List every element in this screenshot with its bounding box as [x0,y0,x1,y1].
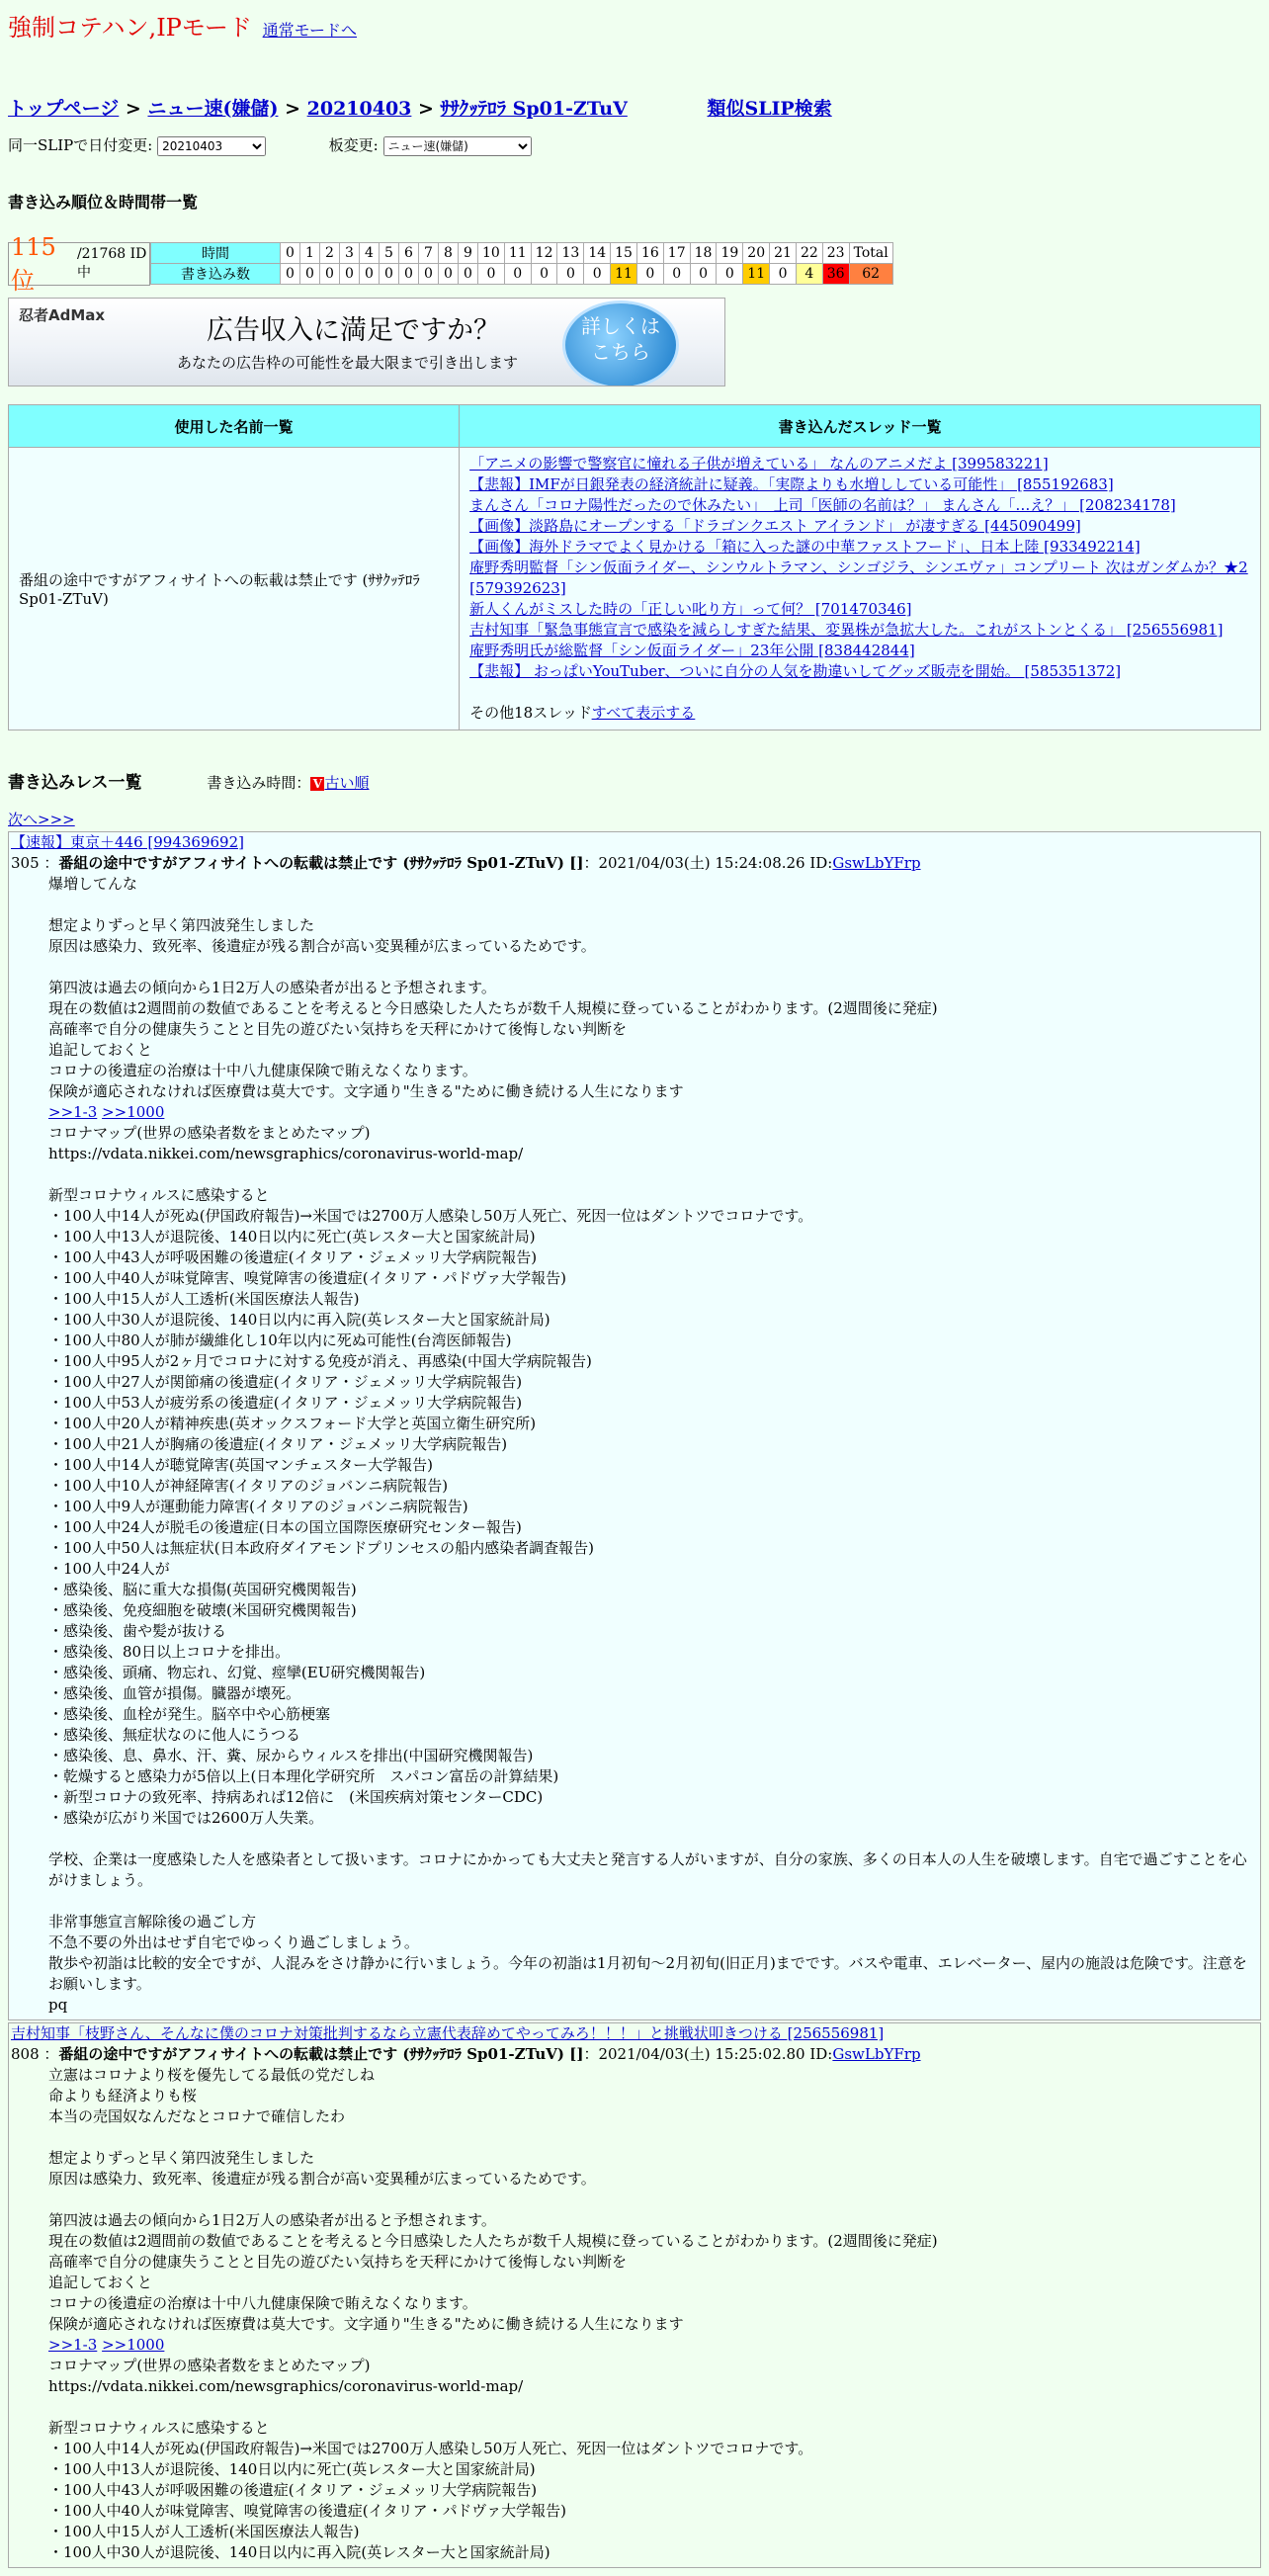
post-thread-link[interactable]: 吉村知事「枝野さん、そんなに僕のコロナ対策批判するなら立憲代表辞めてやってみろ！！！」と挑戦状叩きつける [256556981] [11,2024,885,2042]
list-item [469,641,1250,661]
count-cell: 4 [796,264,822,285]
count-cell: 0 [663,264,690,285]
thread-link[interactable]: 【悲報】 おっぱいYouTuber、ついに自分の人気を勘違いしてグッズ販売を開始。 [585351372] [469,662,1122,680]
hour-cell: 4 [360,243,380,264]
rank-value: 115 位 [11,232,56,295]
anchor-link[interactable]: >>1000 [102,1103,165,1121]
post-number: 305 [11,854,40,872]
post [8,831,1261,2020]
breadcrumb-date[interactable]: 20210403 [306,98,412,120]
page-title: 強制コテハン,IPモード [8,14,252,42]
count-cell: 0 [281,264,300,285]
count-cell: 0 [770,264,797,285]
sort-arrow-icon: V [310,777,324,791]
hour-cell: 5 [380,243,399,264]
list-item [469,620,1250,641]
breadcrumb-separator: > [418,98,434,120]
hour-row-label: 時間 [151,243,281,264]
post-header: 305 ：番組の途中ですがアフィサイトへの転載は禁止です (ｻｻｸｯﾃﾛﾗ Sp01-ZTuV) []：2021/04/03(土) 15:24:08.26 ID:GswLbYFrp [11,854,921,872]
count-cell: 0 [399,264,419,285]
post-header: 808 ：番組の途中ですがアフィサイトへの転載は禁止です (ｻｻｸｯﾃﾛﾗ Sp01-ZTuV) []：2021/04/03(土) 15:25:02.80 ID:GswLbYFrp [11,2045,921,2063]
breadcrumb-board[interactable]: ニュー速(嫌儲) [147,98,279,120]
hour-cell: 18 [690,243,717,264]
names-column-header: 使用した名前一覧 [9,405,460,448]
normal-mode-link[interactable]: 通常モードへ [262,21,358,40]
hour-cell: 13 [557,243,584,264]
hour-cell: 17 [663,243,690,264]
post-text: コロナマップ(世界の感染者数をまとめたマップ) https://vdata.nikkei.com/newsgraphics/coronavirus-world-map/ 新型コロナウィルスに感染すると ・100人中14人が死ぬ(伊国政府報告)→米国では2700万人感染し50万人死亡、死因一位はダントツでコロナです。 ・100人中13人が退院後、140日以内に死亡(英レスター大と国家統計局) ・100人中43人が呼吸困難の後遺症(イタリア・ジェメッリ大学病院報告) ・100人中40人が味覚障害、嗅覚障害の後遺症(イタリア・パドヴァ大学報告) ・100人中15人が人工透析(米国医療法人報告) ・100人中30人が退院後、140日以内に再入院(英レスター大と国家統計局) [48,2357,813,2561]
count-cell: 0 [360,264,380,285]
ad-banner[interactable] [8,298,725,386]
count-cell: 11 [743,264,770,285]
ad-title: 広告収入に満足ですか？ [207,315,500,346]
names-threads-table [8,404,1261,730]
list-item [469,454,1250,474]
list-item [469,599,1250,620]
anchor-link[interactable]: >>1-3 [48,1103,98,1121]
post-thread-link[interactable]: 【速報】東京＋446 [994369692] [11,833,244,851]
hourly-post-table [150,242,893,285]
count-cell: 0 [380,264,399,285]
threads-column-header: 書き込んだスレッド一覧 [460,405,1261,448]
hour-cell: 23 [822,243,849,264]
ad-logo: 忍者AdMax [19,306,106,324]
hour-cell: 16 [636,243,663,264]
ad-details-button[interactable] [562,301,679,386]
list-item [469,516,1250,537]
count-cell: 0 [459,264,478,285]
hour-cell: 19 [717,243,743,264]
hour-total-header: Total [849,243,892,264]
list-item [469,474,1250,495]
ad-details-label: 詳しくはこちら [581,314,660,364]
other-threads-count: その他18スレッド [469,704,592,722]
count-cell: 0 [717,264,743,285]
list-item [469,495,1250,516]
count-cell: 11 [611,264,637,285]
post-text: 爆増してんな 想定よりずっと早く第四波発生しました 原因は感染力、致死率、後遺症が残る割合が高い変異種が広まっているためです。 第四波は過去の傾向から1日2万人の感染者が出ると予想されます。 現在の数値は2週間前の数値であることを考えると今日感染した人たちが数千人規模に登っていることがわかります。(2週間後に発症) 高確率で自分の健康失うことと目先の遊びたい気持ちを天秤にかけて後悔しない判断を 追記しておくと コロナの後遺症の治療は十中八九健康保険で賄えなくなります。 保険が適応されなければ医療費は莫大です。文字通り"生きる"ために働き続ける人生になります [48,875,938,1100]
rank-box [8,232,150,295]
breadcrumb-separator: > [285,98,300,120]
count-cell: 0 [531,264,557,285]
post-text: コロナマップ(世界の感染者数をまとめたマップ) https://vdata.nikkei.com/newsgraphics/coronavirus-world-map/ 新型コロナウィルスに感染すると ・100人中14人が死ぬ(伊国政府報告)→米国では2700万人感染し50万人死亡、死因一位はダントツでコロナです。 ・100人中13人が退院後、140日以内に死亡(英レスター大と国家統計局) ・100人中43人が呼吸困難の後遺症(イタリア・ジェメッリ大学病院報告) ・100人中40人が味覚障害、嗅覚障害の後遺症(イタリア・パドヴァ大学報告) ・100人中15人が人工透析(米国医療法人報告) ・100人中30人が退院後、140日以内に再入院(英レスター大と国家統計局) ・100人中80人が肺が繊維化し10年以内に死ぬ可能性(台湾医師報告) ・100人中95人が2ヶ月でコロナに対する免疫が消え、再感染(中国大学病院報告) ・100人中27人が関節痛の後遺症(イタリア・ジェメッリ大学病院報告) ・100人中53人が疲労系の後遺症(イタリア・ジェメッリ大学病院報告) ・100人中20人が精神疾患(英オックスフォード大学と英国立衛生研究所) ・100人中21人が胸痛の後遺症(イタリア・ジェメッリ大学病院報告) ・100人中14人が聴覚障害(英国マンチェスター大学報告) ・100人中10人が神経障害(イタリアのジョバンニ病院報告) ・100人中9人が運動能力障害(イタリアのジョバンニ病院報告) ・100人中24人が脱毛の後遺症(日本の国立国際医療研究センター報告) ・100人中50人は無症状(日本政府ダイアモンドプリンセスの船内感染者調査報告) ・100人中24人が ・感染後、脳に重大な損傷(英国研究機関報告) ・感染後、免疫細胞を破壊(米国研究機関報告) ・感染後、歯や髪が抜ける ・感染後、80日以上コロナを排出。 ・感染後、頭痛、物忘れ、幻覚、痙攣(EU研究機関報告) ・感染後、血管が損傷。臓器が壊死。 ・感染後、血栓が発生。脳卒中や心筋梗塞 ・感染後、無症状なのに他人にうつる ・感染後、息、鼻水、汗、糞、尿からウィルスを排出(中国研究機関報告) ・乾燥すると感染力が5倍以上(日本理化学研究所 スパコン富岳の計算結果) ・新型コロナの致死率、持病あれば12倍に (米国疾病対策センターCDC) ・感染が広がり米国では2600万人失業。 学校、企業は一度感染した人を感染者として扱います。コロナにかかっても大丈夫と発言する人がいますが、自分の家族、多くの日本人の人生を破壊します。自宅で過ごすことを心がけましょう。 非常事態宣言解除後の過ごし方 不急不要の外出はせず自宅でゆっくり過ごしましょう。 散歩や初詣は比較的安全ですが、人混みをさけ静かに行いましょう。今年の初詣は1月初旬～2月初旬(旧正月)までです。バスや電車、エレベーター、屋内の施設は危険です。注意をお願いします。 pq [48,1124,1247,2014]
post-date: ：2021/04/03(土) 15:24:08.26 ID: [583,854,833,872]
date-select[interactable] [157,136,266,156]
sort-order-label: 書き込み時間： [207,774,311,792]
thread-link[interactable]: 「アニメの影響で警察官に憧れる子供が増えている」 なんのアニメだよ [399583221] [469,455,1049,472]
thread-link[interactable]: 【悲報】IMFが日銀発表の経済統計に疑義。「実際よりも水増ししている可能性」 [855192683] [469,475,1114,493]
hour-cell: 1 [300,243,320,264]
used-name: 番組の途中ですがアフィサイトへの転載は禁止です (ｻｻｸｯﾃﾛﾗ Sp01-ZTuV) [9,448,460,730]
count-cell: 0 [690,264,717,285]
hour-cell: 8 [439,243,459,264]
post-body [9,874,1260,2019]
post [8,2022,1261,2568]
breadcrumb [8,94,1261,121]
next-page-link[interactable]: 次へ>>> [8,811,75,828]
breadcrumb-slip[interactable]: ｻｻｸｯﾃﾛﾗ Sp01-ZTuV [440,98,628,120]
anchor-link[interactable]: >>1000 [102,2336,165,2354]
posts-section-title: 書き込みレス一覧 [8,773,142,793]
thread-link[interactable]: 【画像】海外ドラマでよく見かける「箱に入った謎の中華ファストフード」、日本上陸 [933492214] [469,538,1141,556]
board-select[interactable] [383,136,532,156]
list-item [469,661,1250,682]
count-row [151,264,893,285]
rank-total: /21768 ID中 [76,246,147,281]
thread-link[interactable]: まんさん「コロナ陽性だったので休みたい」 上司「医師の名前は？」 まんさん「…え？」 [208234178] [469,496,1176,514]
hour-cell: 22 [796,243,822,264]
count-cell: 0 [419,264,439,285]
ranking-row [8,232,1261,295]
count-cell: 0 [300,264,320,285]
breadcrumb-top[interactable]: トップページ [8,98,120,120]
count-cell: 0 [478,264,505,285]
ad-subtitle: あなたの広告枠の可能性を最大限まで引き出します [177,354,519,372]
count-cell: 0 [557,264,584,285]
post-id-link[interactable]: GswLbYFrp [832,2045,921,2063]
hour-row [151,243,893,264]
hour-cell: 11 [504,243,531,264]
hour-cell: 7 [419,243,439,264]
hour-cell: 14 [584,243,611,264]
count-cell: 0 [584,264,611,285]
post-author: 番組の途中ですがアフィサイトへの転載は禁止です (ｻｻｸｯﾃﾛﾗ Sp01-ZTuV) [] [58,854,584,872]
sort-oldest-link[interactable]: 古い順 [324,774,370,792]
hour-cell: 20 [743,243,770,264]
count-cell: 0 [320,264,340,285]
similar-slip-search-link[interactable]: 類似SLIP検索 [707,98,832,120]
hour-cell: 21 [770,243,797,264]
count-total-cell: 62 [849,264,892,285]
count-cell: 0 [504,264,531,285]
sort-order [207,774,369,792]
breadcrumb-separator: > [125,98,141,120]
anchor-link[interactable]: >>1-3 [48,2336,98,2354]
thread-link[interactable]: 新人くんがミスした時の「正しい叱り方」って何？ [701470346] [469,600,912,618]
thread-link[interactable]: 庵野秀明氏が総監督「シン仮面ライダー」23年公開 [838442844] [469,642,915,659]
other-threads [469,703,1250,724]
ranking-section-title: 書き込み順位＆時間帯一覧 [8,193,199,212]
count-cell: 36 [822,264,849,285]
selectors [8,134,1261,156]
hour-cell: 15 [611,243,637,264]
post-date: ：2021/04/03(土) 15:25:02.80 ID: [583,2045,833,2063]
thread-link[interactable]: 庵野秀明監督「シン仮面ライダー、シンウルトラマン、シンゴジラ、シンエヴァ」コンプリート 次はガンダムか？★2 [579392623] [469,558,1248,597]
list-item [469,558,1250,599]
show-all-link[interactable]: すべて表示する [591,704,696,722]
post-body [9,2065,1260,2567]
hour-cell: 2 [320,243,340,264]
posts-section-header [8,768,1261,793]
hour-cell: 0 [281,243,300,264]
date-change-label: 同一SLIPで日付変更: [8,136,153,154]
hour-cell: 3 [340,243,360,264]
count-cell: 0 [636,264,663,285]
thread-link[interactable]: 吉村知事「緊急事態宣言で感染を減らしすぎた結果、変異株が急拡大した。これがストンとくる」 [256556981] [469,621,1224,639]
hour-cell: 12 [531,243,557,264]
board-change-label: 板変更: [328,136,379,154]
list-item [469,537,1250,558]
post-id-link[interactable]: GswLbYFrp [832,854,921,872]
post-author: 番組の途中ですがアフィサイトへの転載は禁止です (ｻｻｸｯﾃﾛﾗ Sp01-ZTuV) [] [58,2045,584,2063]
count-row-label: 書き込み数 [151,264,281,285]
post-number: 808 [11,2045,40,2063]
hour-cell: 9 [459,243,478,264]
post-text: 立憲はコロナより桜を優先してる最低の党だしね 命よりも経済よりも桜 本当の売国奴なんだなとコロナで確信したわ 想定よりずっと早く第四波発生しました 原因は感染力、致死率、後遺症が残る割合が高い変異種が広まっているためです。 第四波は過去の傾向から1日2万人の感染者が出ると予想されます。 現在の数値は2週間前の数値であることを考えると今日感染した人たちが数千人規模に登っていることがわかります。(2週間後に発症) 高確率で自分の健康失うことと目先の遊びたい気持ちを天秤にかけて後悔しない判断を 追記しておくと コロナの後遺症の治療は十中八九健康保険で賄えなくなります。 保険が適応されなければ医療費は莫大です。文字通り"生きる"ために働き続ける人生になります [48,2066,938,2333]
count-cell: 0 [439,264,459,285]
hour-cell: 6 [399,243,419,264]
count-cell: 0 [340,264,360,285]
hour-cell: 10 [478,243,505,264]
thread-list [460,448,1261,730]
thread-link[interactable]: 【画像】淡路島にオープンする「ドラゴンクエスト アイランド」 が凄すぎる [445090499] [469,517,1081,535]
